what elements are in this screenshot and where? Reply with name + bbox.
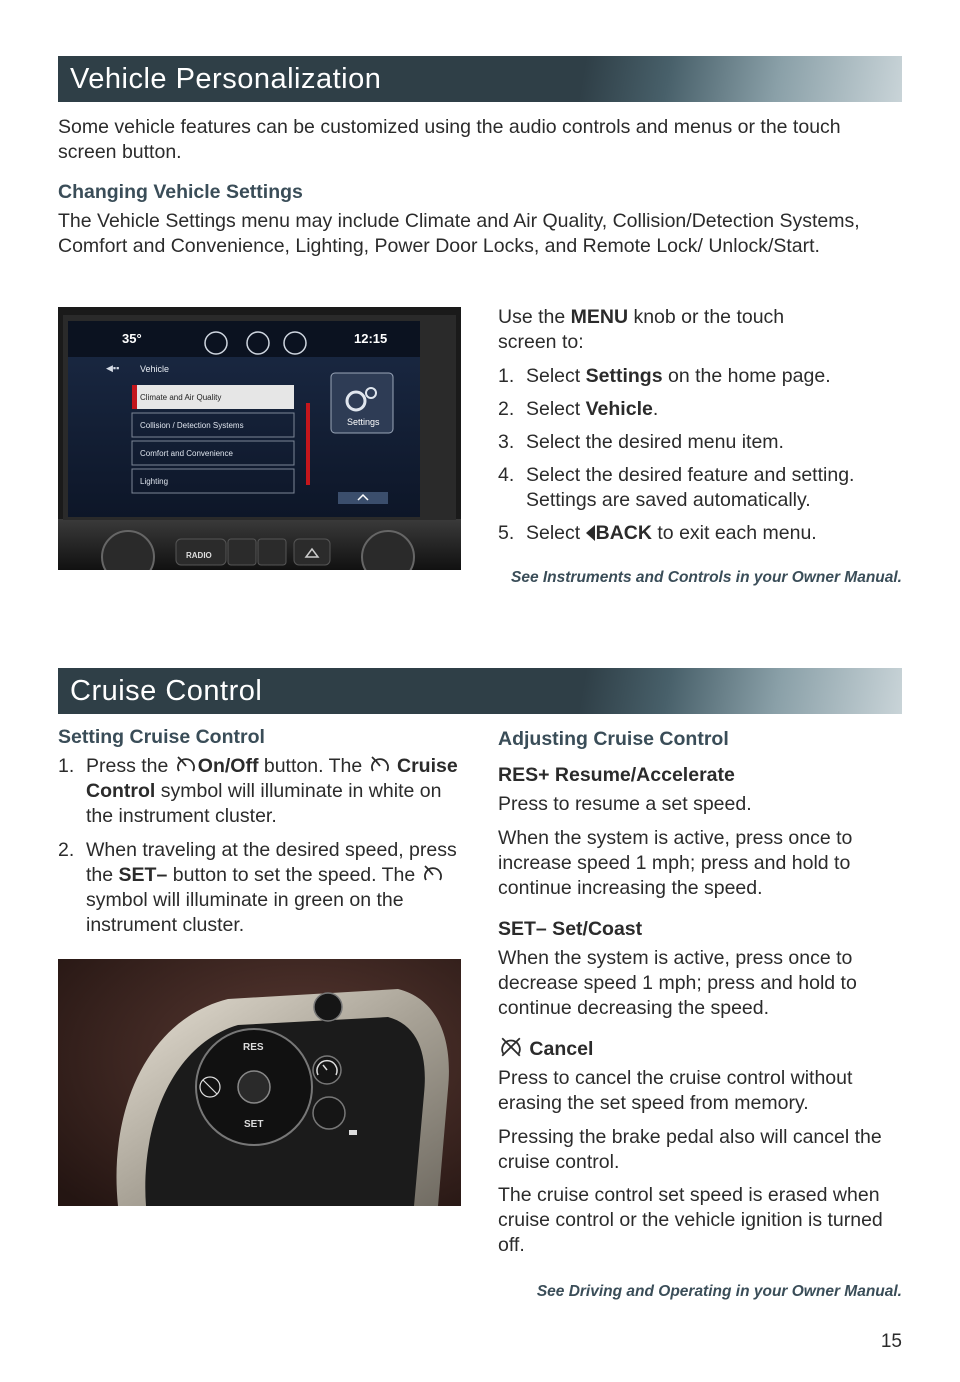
cancel-paragraph-1: Press to cancel the cruise control without erasing the set speed from memory. [498,1067,853,1114]
screen-menu-item: Comfort and Convenience [140,449,233,458]
section-banner-cruise-control [58,668,902,714]
res-heading: RES+ Resume/Accelerate [498,764,735,786]
steering-wheel-controls-photo [58,959,461,1206]
adjusting-cruise-heading: Adjusting Cruise Control [498,728,729,750]
list-item: 5. Select BACK to exit each menu. [498,522,817,544]
res-paragraph-2: When the system is active, press once to increase speed 1 mph; press and hold to continue increasing the speed. [498,827,853,899]
cruise-control-icon [423,865,443,883]
page-number: 15 [880,1331,902,1352]
wheel-res-label: RES [243,1042,264,1053]
back-arrow-icon [586,525,595,541]
intro-paragraph: Some vehicle features can be customized using the audio controls and menus or the touch screen button. [58,116,841,163]
menu-knob-label: MENU [570,306,629,328]
changing-settings-heading: Changing Vehicle Settings [58,181,303,203]
section-title: Vehicle Personalization [70,63,382,95]
screen-radio-label: RADIO [186,551,212,560]
screen-back-arrow-icon: ◀▪▪ [106,363,120,373]
screen-temperature: 35° [122,331,142,346]
cancel-paragraph-3: The cruise control set speed is erased when cruise control or the vehicle ignition is turned off. [498,1184,883,1256]
screen-settings-label: Settings [347,417,380,427]
screen-menu-item: Climate and Air Quality [140,393,222,402]
cancel-paragraph-2: Pressing the brake pedal also will cancel the cruise control. [498,1126,882,1173]
section-banner-vehicle-personalization [58,56,902,102]
wheel-set-label: SET [244,1119,264,1130]
screen-back-label: Vehicle [140,364,170,374]
use-menu-paragraph: Use the MENU knob or the touch screen to: [498,306,785,353]
cruise-control-icon [176,756,196,774]
steering-wheel-illustration [58,959,461,1206]
cruise-step-1: 1. Press the On/Off button. The Cruise Control symbol will illuminate in white on the instrument cluster. [58,755,458,827]
infotainment-screen-illustration [58,307,461,570]
set-paragraph: When the system is active, press once to decrease speed 1 mph; press and hold to continue decreasing the speed. [498,947,857,1019]
set-heading: SET– Set/Coast [498,918,643,940]
list-item: 1. Select Settings on the home page. [498,365,831,387]
cancel-icon [500,1037,522,1057]
list-item: 4. Select the desired feature and setting. Settings are saved automatically. [498,464,855,511]
owner-manual-reference: See Instruments and Controls in your Owner Manual. [510,569,902,586]
cancel-heading-row [498,1037,593,1062]
cruise-control-icon [370,756,390,774]
list-item: 2. Select Vehicle. [498,398,659,420]
list-item: 3. Select the desired menu item. [498,431,784,453]
infotainment-screen-photo [58,307,461,570]
res-paragraph-1: Press to resume a set speed. [498,793,752,815]
settings-steps-list [498,364,898,554]
screen-menu-item: Lighting [140,477,169,486]
section-title: Cruise Control [70,675,263,707]
owner-manual-reference: See Driving and Operating in your Owner Manual. [536,1283,902,1300]
screen-time: 12:15 [354,331,388,346]
cancel-heading: Cancel [529,1038,594,1060]
screen-menu-item: Collision / Detection Systems [140,421,244,430]
changing-settings-body: The Vehicle Settings menu may include Climate and Air Quality, Collision/Detection Systems, Comfort and Convenience, Lighting, Power Door Locks, and Remote Lock/ Unlock/Start. [58,210,860,257]
setting-cruise-heading: Setting Cruise Control [58,726,265,748]
cruise-step-2: 2. When traveling at the desired speed, press the SET– button to set the speed. The symbol will illuminate in green on the instrument cluster. [58,839,457,936]
